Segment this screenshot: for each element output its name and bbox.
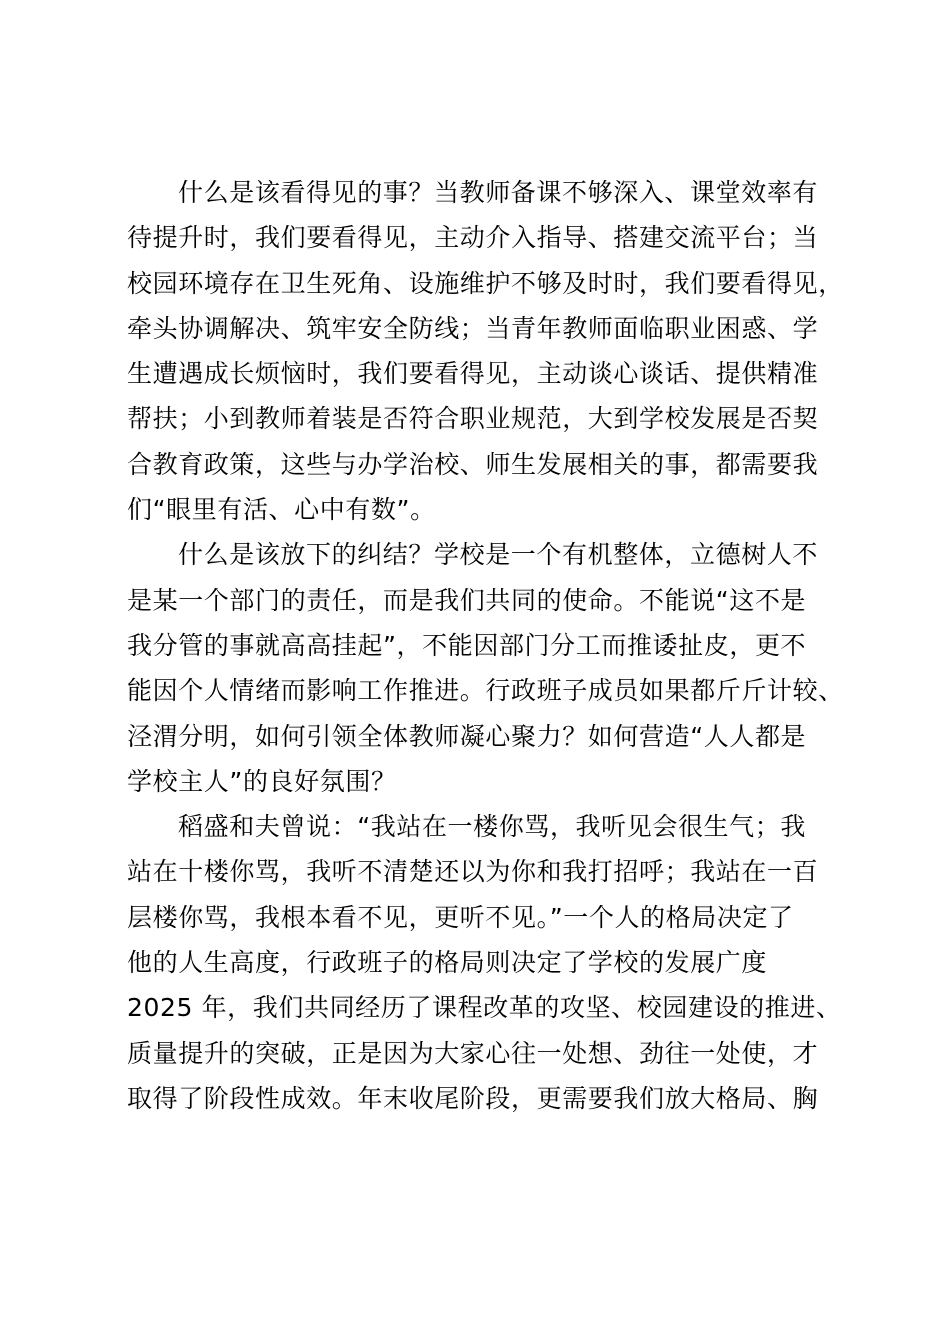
paragraph-line: 帮扶；小到教师着装是否符合职业规范，大到学校发展是否契 [127,404,819,434]
paragraph-line: 稻盛和夫曾说：“我站在一楼你骂，我听见会很生气；我 [178,812,806,842]
paragraph-line: 校园环境存在卫生死角、设施维护不够及时时，我们要看得见， [127,268,844,298]
paragraph-line: 什么是该看得见的事？当教师备课不够深入、课堂效率有 [178,178,819,207]
paragraph-line: 能因个人情绪而影响工作推进。行政班子成员如果都斤斤计较、 [127,676,844,706]
paragraph-3 [127,804,842,1121]
paragraph-line: 层楼你骂，我根本看不见，更听不见。”一个人的格局决定了 [127,902,794,932]
document-body [127,170,844,1121]
paragraph-1 [127,170,844,532]
paragraph-line: 们“眼里有活、心中有数”。 [127,495,436,525]
paragraph-line: 质量提升的突破，正是因为大家心往一处想、劲往一处使，才 [127,1038,819,1068]
paragraph-line: 是某一个部门的责任，而是我们共同的使命。不能说“这不是 [127,585,807,615]
paragraph-line: 学校主人”的良好氛围？ [127,766,397,796]
paragraph-line: 他的人生高度，行政班子的格局则决定了学校的发展广度 [127,948,768,978]
paragraph-line: 生遭遇成长烦恼时，我们要看得见，主动谈心谈话、提供精准 [127,359,819,389]
paragraph-line: 待提升时，我们要看得见，主动介入指导、搭建交流平台；当 [127,223,819,253]
paragraph-line: 合教育政策，这些与办学治校、师生发展相关的事，都需要我 [127,449,819,479]
paragraph-line: 取得了阶段性成效。年末收尾阶段，更需要我们放大格局、胸 [127,1083,819,1113]
paragraph-line: 牵头协调解决、筑牢安全防线；当青年教师面临职业困惑、学 [127,313,819,343]
paragraph-line: 2025 年，我们共同经历了课程改革的攻坚、校园建设的推进、 [127,993,842,1023]
paragraph-line: 泾渭分明，如何引领全体教师凝心聚力？如何营造“人人都是 [127,721,807,751]
paragraph-line: 我分管的事就高高挂起”，不能因部门分工而推诿扯皮，更不 [127,630,807,660]
paragraph-line: 站在十楼你骂，我听不清楚还以为你和我打招呼；我站在一百 [127,857,819,887]
paragraph-2 [127,532,844,804]
paragraph-line: 什么是该放下的纠结？学校是一个有机整体，立德树人不 [178,540,819,570]
